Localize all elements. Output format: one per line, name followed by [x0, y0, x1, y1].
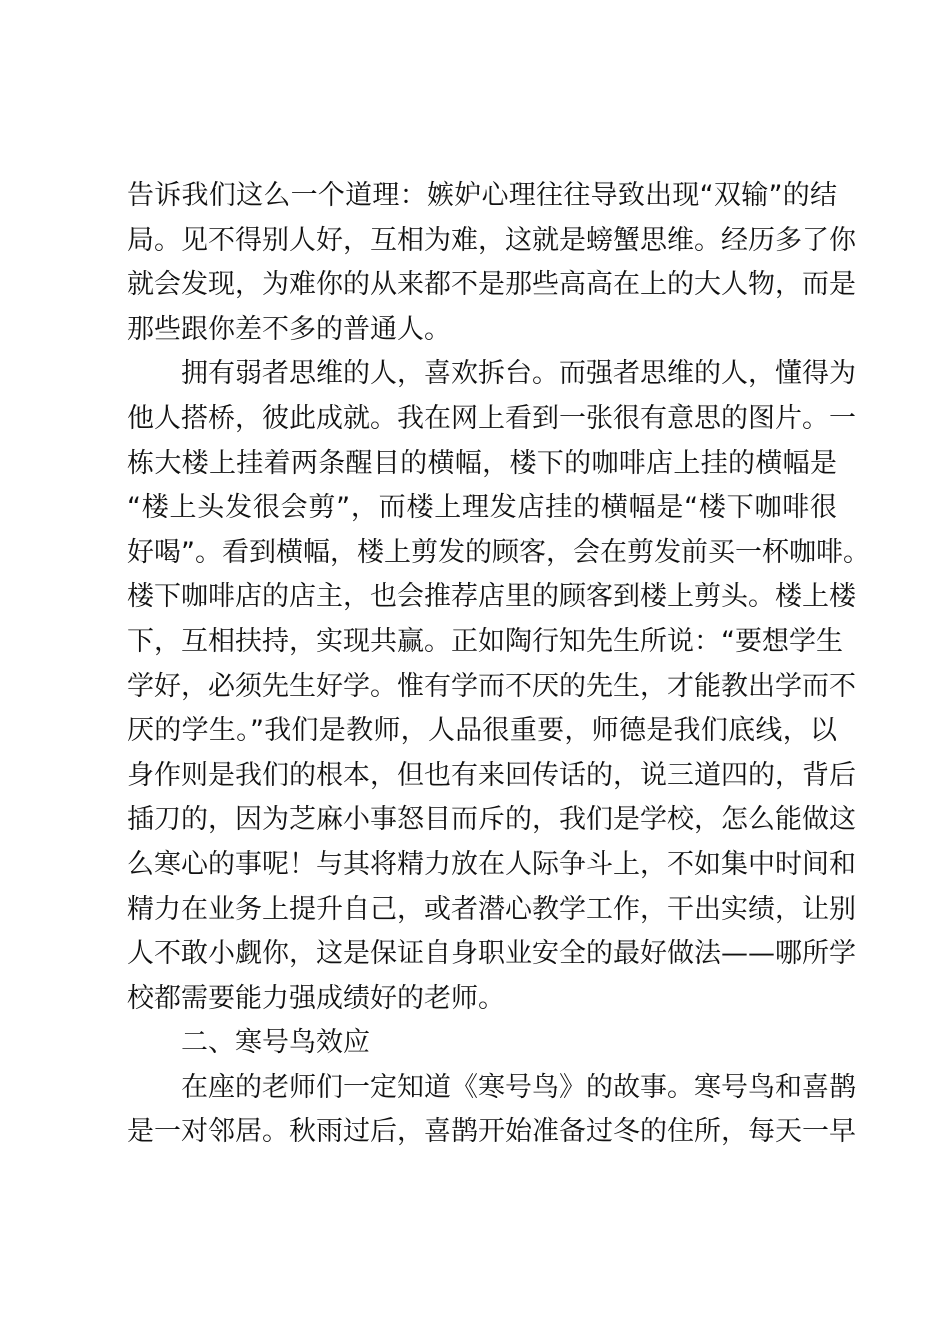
text-line: 楼下咖啡店的店主，也会推荐店里的顾客到楼上剪头。楼上楼 — [127, 581, 856, 613]
text-line: 好喝”。看到横幅，楼上剪发的顾客，会在剪发前买一杯咖啡。 — [127, 536, 870, 568]
body-text — [127, 174, 870, 1155]
text-line: 厌的学生。”我们是教师，人品很重要，师德是我们底线，以 — [127, 715, 837, 747]
text-line: 局。见不得别人好，互相为难，这就是螃蟹思维。经历多了你 — [127, 224, 856, 256]
text-line: 下，互相扶持，实现共赢。正如陶行知先生所说：“要想学生 — [127, 625, 843, 657]
text-line: 身作则是我们的根本，但也有来回传话的，说三道四的，背后 — [127, 759, 856, 791]
text-line: 他人搭桥，彼此成就。我在网上看到一张很有意思的图片。一 — [127, 402, 856, 434]
text-line: 就会发现，为难你的从来都不是那些高高在上的大人物，而是 — [127, 269, 856, 301]
text-line: 精力在业务上提升自己，或者潜心教学工作，干出实绩，让别 — [127, 893, 856, 925]
text-line: 人不敢小觑你，这是保证自身职业安全的最好做法——哪所学 — [127, 938, 856, 970]
paragraph-first-line: 在座的老师们一定知道《寒号鸟》的故事。寒号鸟和喜鹊 — [181, 1071, 856, 1103]
text-line: 么寒心的事呢！与其将精力放在人际争斗上，不如集中时间和 — [127, 848, 856, 880]
text-line: 校都需要能力强成绩好的老师。 — [127, 982, 505, 1014]
text-line: 是一对邻居。秋雨过后，喜鹊开始准备过冬的住所，每天一早 — [127, 1116, 856, 1148]
text-line: 栋大楼上挂着两条醒目的横幅，楼下的咖啡店上挂的横幅是 — [127, 447, 837, 479]
text-line: “楼上头发很会剪”，而楼上理发店挂的横幅是“楼下咖啡很 — [127, 492, 837, 524]
section-heading: 二、寒号鸟效应 — [181, 1027, 370, 1059]
text-line: 学好，必须先生好学。惟有学而不厌的先生，才能教出学而不 — [127, 670, 856, 702]
paragraph-first-line: 拥有弱者思维的人，喜欢拆台。而强者思维的人，懂得为 — [181, 358, 856, 390]
text-line: 那些跟你差不多的普通人。 — [127, 313, 451, 345]
text-line: 插刀的，因为芝麻小事怒目而斥的，我们是学校，怎么能做这 — [127, 804, 856, 836]
text-line: 告诉我们这么一个道理：嫉妒心理往往导致出现“双输”的结 — [127, 180, 837, 211]
